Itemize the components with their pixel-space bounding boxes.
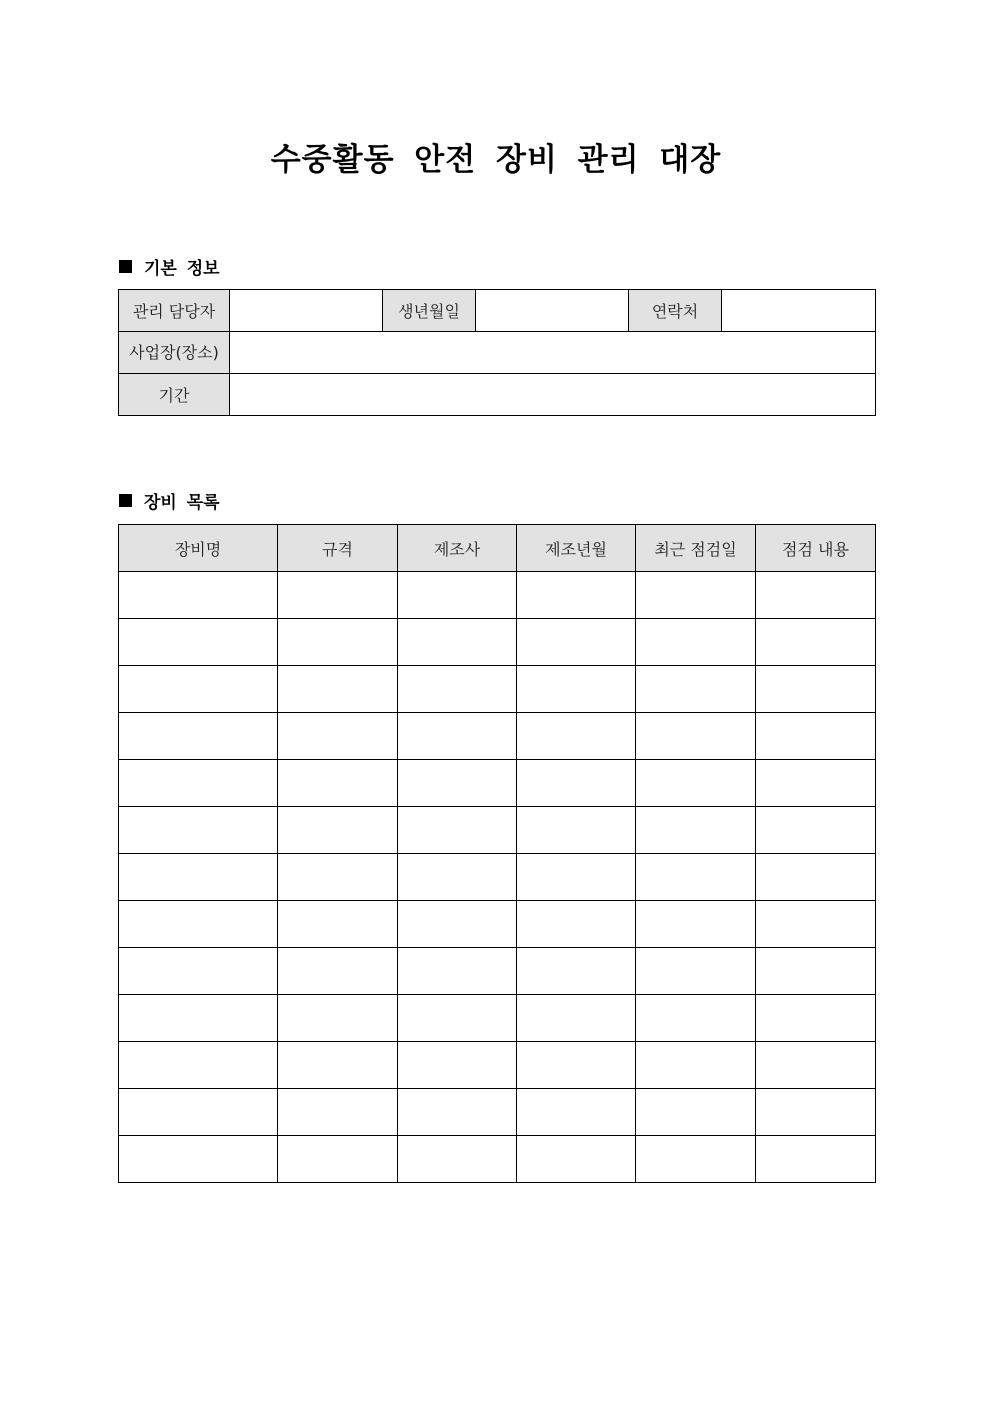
last-inspection-cell[interactable] <box>636 1089 756 1136</box>
spec-cell[interactable] <box>278 713 398 760</box>
period-label: 기간 <box>119 374 230 416</box>
manufacturer-cell[interactable] <box>398 854 517 901</box>
manufacture-date-cell[interactable] <box>517 1089 636 1136</box>
spec-cell[interactable] <box>278 948 398 995</box>
info-row-manager <box>119 290 876 332</box>
manufacture-date-cell[interactable] <box>517 1042 636 1089</box>
spec-cell[interactable] <box>278 1089 398 1136</box>
table-row <box>119 713 876 760</box>
manufacturer-cell[interactable] <box>398 713 517 760</box>
table-row <box>119 901 876 948</box>
spec-cell[interactable] <box>278 760 398 807</box>
manufacturer-cell[interactable] <box>398 1136 517 1183</box>
name-cell[interactable] <box>119 666 278 713</box>
spec-cell[interactable] <box>278 1042 398 1089</box>
inspection-notes-cell[interactable] <box>756 713 876 760</box>
col-header-spec: 규격 <box>278 525 398 572</box>
last-inspection-cell[interactable] <box>636 1136 756 1183</box>
manufacturer-cell[interactable] <box>398 807 517 854</box>
inspection-notes-cell[interactable] <box>756 572 876 619</box>
inspection-notes-cell[interactable] <box>756 760 876 807</box>
last-inspection-cell[interactable] <box>636 619 756 666</box>
square-bullet-icon <box>119 494 132 507</box>
manufacturer-cell[interactable] <box>398 1042 517 1089</box>
name-cell[interactable] <box>119 1042 278 1089</box>
spec-cell[interactable] <box>278 995 398 1042</box>
site-field[interactable] <box>230 332 876 374</box>
last-inspection-cell[interactable] <box>636 948 756 995</box>
basic-info-heading <box>119 254 220 279</box>
last-inspection-cell[interactable] <box>636 807 756 854</box>
name-cell[interactable] <box>119 572 278 619</box>
last-inspection-cell[interactable] <box>636 1042 756 1089</box>
period-field[interactable] <box>230 374 876 416</box>
inspection-notes-cell[interactable] <box>756 619 876 666</box>
contact-field[interactable] <box>722 290 876 332</box>
manufacturer-cell[interactable] <box>398 619 517 666</box>
spec-cell[interactable] <box>278 572 398 619</box>
last-inspection-cell[interactable] <box>636 572 756 619</box>
col-header-name: 장비명 <box>119 525 278 572</box>
table-row <box>119 948 876 995</box>
manufacturer-cell[interactable] <box>398 572 517 619</box>
table-row <box>119 666 876 713</box>
last-inspection-cell[interactable] <box>636 995 756 1042</box>
last-inspection-cell[interactable] <box>636 666 756 713</box>
table-row <box>119 1089 876 1136</box>
manufacture-date-cell[interactable] <box>517 1136 636 1183</box>
table-row <box>119 807 876 854</box>
spec-cell[interactable] <box>278 1136 398 1183</box>
inspection-notes-cell[interactable] <box>756 854 876 901</box>
manufacture-date-cell[interactable] <box>517 666 636 713</box>
equipment-heading <box>119 488 220 513</box>
spec-cell[interactable] <box>278 666 398 713</box>
site-label: 사업장(장소) <box>119 332 230 374</box>
manufacture-date-cell[interactable] <box>517 619 636 666</box>
manufacture-date-cell[interactable] <box>517 807 636 854</box>
col-header-manufacture-date: 제조년월 <box>517 525 636 572</box>
basic-info-table <box>118 289 876 416</box>
manager-label: 관리 담당자 <box>119 290 230 332</box>
equipment-header-row <box>119 525 876 572</box>
manufacture-date-cell[interactable] <box>517 760 636 807</box>
inspection-notes-cell[interactable] <box>756 1136 876 1183</box>
name-cell[interactable] <box>119 619 278 666</box>
name-cell[interactable] <box>119 760 278 807</box>
table-row <box>119 854 876 901</box>
table-row <box>119 1136 876 1183</box>
inspection-notes-cell[interactable] <box>756 1089 876 1136</box>
spec-cell[interactable] <box>278 901 398 948</box>
table-row <box>119 619 876 666</box>
inspection-notes-cell[interactable] <box>756 948 876 995</box>
name-cell[interactable] <box>119 807 278 854</box>
manufacturer-cell[interactable] <box>398 760 517 807</box>
basic-info-heading-text: 기본 정보 <box>144 259 220 279</box>
spec-cell[interactable] <box>278 619 398 666</box>
col-header-manufacturer: 제조사 <box>398 525 517 572</box>
birthdate-field[interactable] <box>476 290 629 332</box>
table-row <box>119 572 876 619</box>
name-cell[interactable] <box>119 995 278 1042</box>
name-cell[interactable] <box>119 901 278 948</box>
manufacture-date-cell[interactable] <box>517 948 636 995</box>
inspection-notes-cell[interactable] <box>756 995 876 1042</box>
manufacture-date-cell[interactable] <box>517 901 636 948</box>
name-cell[interactable] <box>119 713 278 760</box>
square-bullet-icon <box>119 260 132 273</box>
last-inspection-cell[interactable] <box>636 760 756 807</box>
inspection-notes-cell[interactable] <box>756 807 876 854</box>
manufacturer-cell[interactable] <box>398 1089 517 1136</box>
info-row-period <box>119 374 876 416</box>
inspection-notes-cell[interactable] <box>756 1042 876 1089</box>
name-cell[interactable] <box>119 1136 278 1183</box>
manufacture-date-cell[interactable] <box>517 995 636 1042</box>
table-row <box>119 760 876 807</box>
inspection-notes-cell[interactable] <box>756 666 876 713</box>
contact-label: 연락처 <box>629 290 722 332</box>
manufacture-date-cell[interactable] <box>517 713 636 760</box>
inspection-notes-cell[interactable] <box>756 901 876 948</box>
name-cell[interactable] <box>119 1089 278 1136</box>
last-inspection-cell[interactable] <box>636 713 756 760</box>
equipment-table <box>118 524 876 1183</box>
equipment-heading-text: 장비 목록 <box>144 493 220 513</box>
document-title: 수중활동 안전 장비 관리 대장 <box>270 142 722 178</box>
table-row <box>119 995 876 1042</box>
table-row <box>119 1042 876 1089</box>
name-cell[interactable] <box>119 948 278 995</box>
spec-cell[interactable] <box>278 854 398 901</box>
col-header-inspection-notes: 점검 내용 <box>756 525 876 572</box>
manufacturer-cell[interactable] <box>398 948 517 995</box>
name-cell[interactable] <box>119 854 278 901</box>
last-inspection-cell[interactable] <box>636 854 756 901</box>
last-inspection-cell[interactable] <box>636 901 756 948</box>
col-header-last-inspection: 최근 점검일 <box>636 525 756 572</box>
manager-field[interactable] <box>230 290 383 332</box>
manufacturer-cell[interactable] <box>398 901 517 948</box>
manufacturer-cell[interactable] <box>398 995 517 1042</box>
birthdate-label: 생년월일 <box>383 290 476 332</box>
manufacturer-cell[interactable] <box>398 666 517 713</box>
info-row-site <box>119 332 876 374</box>
spec-cell[interactable] <box>278 807 398 854</box>
manufacture-date-cell[interactable] <box>517 572 636 619</box>
manufacture-date-cell[interactable] <box>517 854 636 901</box>
